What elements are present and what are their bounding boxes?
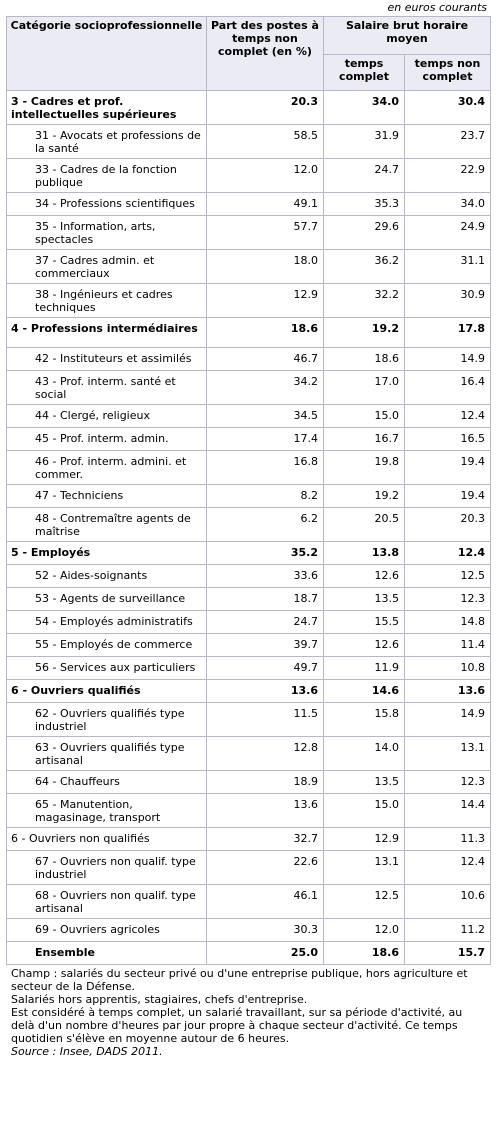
row-partial: 30.9 (405, 284, 491, 318)
row-label: 62 - Ouvriers qualifiés type industriel (7, 703, 207, 737)
row-label: 53 - Agents de surveillance (7, 588, 207, 611)
row-part: 25.0 (207, 942, 324, 965)
table-row (7, 451, 491, 485)
row-partial: 14.9 (405, 703, 491, 737)
row-part: 30.3 (207, 919, 324, 942)
row-full: 31.9 (324, 125, 405, 159)
row-partial: 14.4 (405, 794, 491, 828)
row-label: 31 - Avocats et professions de la santé (7, 125, 207, 159)
row-full: 35.3 (324, 193, 405, 216)
row-partial: 19.4 (405, 451, 491, 485)
row-label: 4 - Professions intermédiaires (7, 318, 207, 348)
row-full: 36.2 (324, 250, 405, 284)
row-full: 16.7 (324, 428, 405, 451)
table-row (7, 91, 491, 125)
row-partial: 20.3 (405, 508, 491, 542)
row-full: 14.0 (324, 737, 405, 771)
row-full: 13.1 (324, 851, 405, 885)
row-part: 22.6 (207, 851, 324, 885)
row-partial: 12.5 (405, 565, 491, 588)
table-row (7, 565, 491, 588)
row-part: 12.0 (207, 159, 324, 193)
row-part: 46.7 (207, 348, 324, 371)
row-part: 46.1 (207, 885, 324, 919)
table-row (7, 371, 491, 405)
row-label: 44 - Clergé, religieux (7, 405, 207, 428)
row-partial: 34.0 (405, 193, 491, 216)
header-partial: temps non complet (405, 55, 491, 91)
row-full: 24.7 (324, 159, 405, 193)
row-part: 17.4 (207, 428, 324, 451)
row-partial: 16.4 (405, 371, 491, 405)
row-full: 15.8 (324, 703, 405, 737)
row-part: 16.8 (207, 451, 324, 485)
row-part: 24.7 (207, 611, 324, 634)
row-label: 55 - Employés de commerce (7, 634, 207, 657)
row-partial: 12.4 (405, 542, 491, 565)
row-partial: 30.4 (405, 91, 491, 125)
table-row (7, 284, 491, 318)
table-row (7, 794, 491, 828)
table-row (7, 318, 491, 348)
row-partial: 13.1 (405, 737, 491, 771)
table-row (7, 611, 491, 634)
row-full: 15.0 (324, 405, 405, 428)
row-part: 58.5 (207, 125, 324, 159)
table-row (7, 919, 491, 942)
table-row (7, 348, 491, 371)
row-full: 19.2 (324, 485, 405, 508)
row-part: 34.5 (207, 405, 324, 428)
row-full: 13.5 (324, 588, 405, 611)
row-full: 12.9 (324, 828, 405, 851)
row-part: 33.6 (207, 565, 324, 588)
row-full: 29.6 (324, 216, 405, 250)
row-label: 37 - Cadres admin. et commerciaux (7, 250, 207, 284)
row-full: 32.2 (324, 284, 405, 318)
row-part: 49.7 (207, 657, 324, 680)
header-full: temps complet (324, 55, 405, 91)
note-salaries: Salariés hors apprentis, stagiaires, chefs d'entreprise. (11, 993, 308, 1006)
table-row (7, 737, 491, 771)
row-part: 8.2 (207, 485, 324, 508)
table-row (7, 851, 491, 885)
row-partial: 13.6 (405, 680, 491, 703)
row-label: 5 - Employés (7, 542, 207, 565)
table-row (7, 657, 491, 680)
row-part: 49.1 (207, 193, 324, 216)
row-partial: 12.4 (405, 405, 491, 428)
row-part: 39.7 (207, 634, 324, 657)
table-row (7, 703, 491, 737)
row-full: 18.6 (324, 348, 405, 371)
row-full: 12.0 (324, 919, 405, 942)
table-row (7, 508, 491, 542)
row-full: 19.2 (324, 318, 405, 348)
row-partial: 10.8 (405, 657, 491, 680)
row-label: 34 - Professions scientifiques (7, 193, 207, 216)
row-partial: 11.3 (405, 828, 491, 851)
row-label: 64 - Chauffeurs (7, 771, 207, 794)
row-full: 15.5 (324, 611, 405, 634)
row-label: 67 - Ouvriers non qualif. type industriel (7, 851, 207, 885)
row-full: 14.6 (324, 680, 405, 703)
row-label: 69 - Ouvriers agricoles (7, 919, 207, 942)
row-part: 20.3 (207, 91, 324, 125)
row-partial: 12.3 (405, 588, 491, 611)
row-label: 35 - Information, arts, spectacles (7, 216, 207, 250)
row-partial: 15.7 (405, 942, 491, 965)
row-part: 18.7 (207, 588, 324, 611)
row-label: 68 - Ouvriers non qualif. type artisanal (7, 885, 207, 919)
row-full: 20.5 (324, 508, 405, 542)
table-row (7, 159, 491, 193)
table-body (7, 91, 491, 965)
notes (11, 967, 487, 1058)
table-row (7, 428, 491, 451)
row-full: 18.6 (324, 942, 405, 965)
salary-table (6, 16, 491, 965)
row-full: 13.5 (324, 771, 405, 794)
row-part: 34.2 (207, 371, 324, 405)
row-label: 46 - Prof. interm. admini. et commer. (7, 451, 207, 485)
table-row (7, 125, 491, 159)
row-label: 3 - Cadres et prof. intellectuelles supérieures (7, 91, 207, 125)
row-label: 43 - Prof. interm. santé et social (7, 371, 207, 405)
row-partial: 19.4 (405, 485, 491, 508)
header-salary: Salaire brut horaire moyen (324, 17, 491, 55)
row-part: 6.2 (207, 508, 324, 542)
row-partial: 16.5 (405, 428, 491, 451)
row-label: 48 - Contremaître agents de maîtrise (7, 508, 207, 542)
row-partial: 14.8 (405, 611, 491, 634)
header-part: Part des postes à temps non complet (en %) (207, 17, 324, 91)
row-partial: 14.9 (405, 348, 491, 371)
row-label: 63 - Ouvriers qualifiés type artisanal (7, 737, 207, 771)
row-full: 13.8 (324, 542, 405, 565)
row-full: 17.0 (324, 371, 405, 405)
row-label: 54 - Employés administratifs (7, 611, 207, 634)
row-label: 38 - Ingénieurs et cadres techniques (7, 284, 207, 318)
row-partial: 17.8 (405, 318, 491, 348)
table-row (7, 771, 491, 794)
row-partial: 23.7 (405, 125, 491, 159)
table-row (7, 942, 491, 965)
row-part: 18.6 (207, 318, 324, 348)
row-partial: 31.1 (405, 250, 491, 284)
row-label: 33 - Cadres de la fonction publique (7, 159, 207, 193)
row-part: 13.6 (207, 794, 324, 828)
table-row (7, 885, 491, 919)
row-partial: 12.4 (405, 851, 491, 885)
header-category: Catégorie socioprofessionnelle (7, 17, 207, 91)
row-full: 12.6 (324, 634, 405, 657)
row-part: 35.2 (207, 542, 324, 565)
row-full: 34.0 (324, 91, 405, 125)
row-part: 12.9 (207, 284, 324, 318)
note-champ: Champ : salariés du secteur privé ou d'une entreprise publique, hors agriculture et secteur de la Défense. (11, 967, 468, 993)
table-row (7, 216, 491, 250)
row-label: Ensemble (7, 942, 207, 965)
table-row (7, 405, 491, 428)
row-partial: 24.9 (405, 216, 491, 250)
table-row (7, 680, 491, 703)
row-partial: 11.2 (405, 919, 491, 942)
table-row (7, 634, 491, 657)
row-label: 45 - Prof. interm. admin. (7, 428, 207, 451)
table-row (7, 588, 491, 611)
unit-note: en euros courants (387, 1, 487, 14)
row-full: 12.5 (324, 885, 405, 919)
row-partial: 12.3 (405, 771, 491, 794)
note-temps-complet: Est considéré à temps complet, un salarié travaillant, sur sa période d'activité, au delà d'un nombre d'heures par jour propre à chaque secteur d'activité. Ce temps quotidien s'élève en moyenne autour de 6 heures. (11, 1006, 463, 1045)
row-part: 12.8 (207, 737, 324, 771)
table-row (7, 542, 491, 565)
table-row (7, 828, 491, 851)
row-part: 57.7 (207, 216, 324, 250)
table-row (7, 485, 491, 508)
row-label: 56 - Services aux particuliers (7, 657, 207, 680)
row-partial: 11.4 (405, 634, 491, 657)
row-part: 32.7 (207, 828, 324, 851)
row-label: 6 - Ouvriers non qualifiés (7, 828, 207, 851)
row-part: 18.0 (207, 250, 324, 284)
row-full: 12.6 (324, 565, 405, 588)
row-label: 6 - Ouvriers qualifiés (7, 680, 207, 703)
row-label: 52 - Aides-soignants (7, 565, 207, 588)
row-label: 42 - Instituteurs et assimilés (7, 348, 207, 371)
row-label: 65 - Manutention, magasinage, transport (7, 794, 207, 828)
row-part: 11.5 (207, 703, 324, 737)
row-full: 11.9 (324, 657, 405, 680)
row-part: 13.6 (207, 680, 324, 703)
table-row (7, 193, 491, 216)
row-part: 18.9 (207, 771, 324, 794)
row-full: 19.8 (324, 451, 405, 485)
source: Source : Insee, DADS 2011. (11, 1045, 163, 1058)
table-row (7, 250, 491, 284)
row-partial: 10.6 (405, 885, 491, 919)
row-full: 15.0 (324, 794, 405, 828)
row-partial: 22.9 (405, 159, 491, 193)
row-label: 47 - Techniciens (7, 485, 207, 508)
